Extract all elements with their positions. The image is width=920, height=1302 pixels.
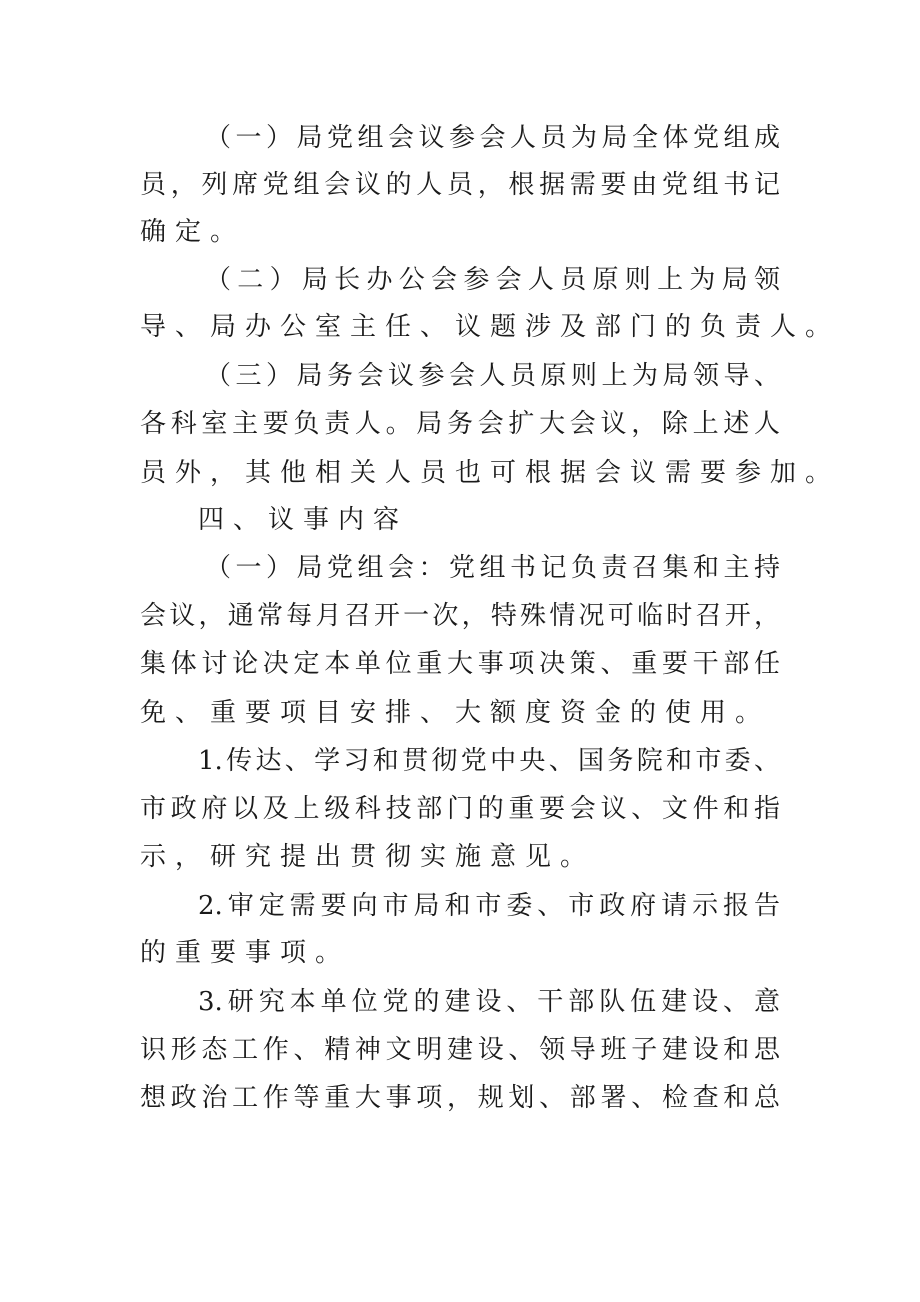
text-line-8: 员外，其他相关人员也可根据会议需要参加。 — [140, 458, 841, 488]
text-line-17: 2.审定需要向市局和市委、市政府请示报告 — [198, 891, 780, 921]
text-line-18: 的重要事项。 — [140, 938, 351, 968]
text-line-5: 导、局办公室主任、议题涉及部门的负责人。 — [140, 312, 841, 342]
text-line-1: （一）局党组会议参会人员为局全体党组成 — [205, 123, 780, 153]
text-line-14: 1.传达、学习和贯彻党中央、国务院和市委、 — [198, 746, 780, 776]
text-line-6: （三）局务会议参会人员原则上为局领导、 — [205, 361, 780, 391]
section-heading: 四、议事内容 — [198, 505, 409, 535]
text-line-21: 想政治工作等重大事项，规划、部署、检查和总 — [140, 1083, 780, 1113]
text-line-7: 各科室主要负责人。局务会扩大会议，除上述人 — [140, 409, 780, 439]
text-line-13: 免、重要项目安排、大额度资金的使用。 — [140, 698, 771, 728]
text-line-4: （二）局长办公会参会人员原则上为局领 — [205, 265, 780, 295]
text-line-16: 示，研究提出贯彻实施意见。 — [140, 842, 596, 872]
text-line-2: 员，列席党组会议的人员，根据需要由党组书记 — [140, 170, 780, 200]
text-line-11: 会议，通常每月召开一次，特殊情况可临时召开， — [140, 601, 780, 631]
text-line-15: 市政府以及上级科技部门的重要会议、文件和指 — [140, 794, 780, 824]
text-line-19: 3.研究本单位党的建设、干部队伍建设、意 — [198, 987, 780, 1017]
text-line-10: （一）局党组会：党组书记负责召集和主持 — [205, 553, 780, 583]
text-line-20: 识形态工作、精神文明建设、领导班子建设和思 — [140, 1035, 780, 1065]
text-line-3: 确定。 — [140, 217, 246, 247]
text-line-12: 集体讨论决定本单位重大事项决策、重要干部任 — [140, 649, 780, 679]
